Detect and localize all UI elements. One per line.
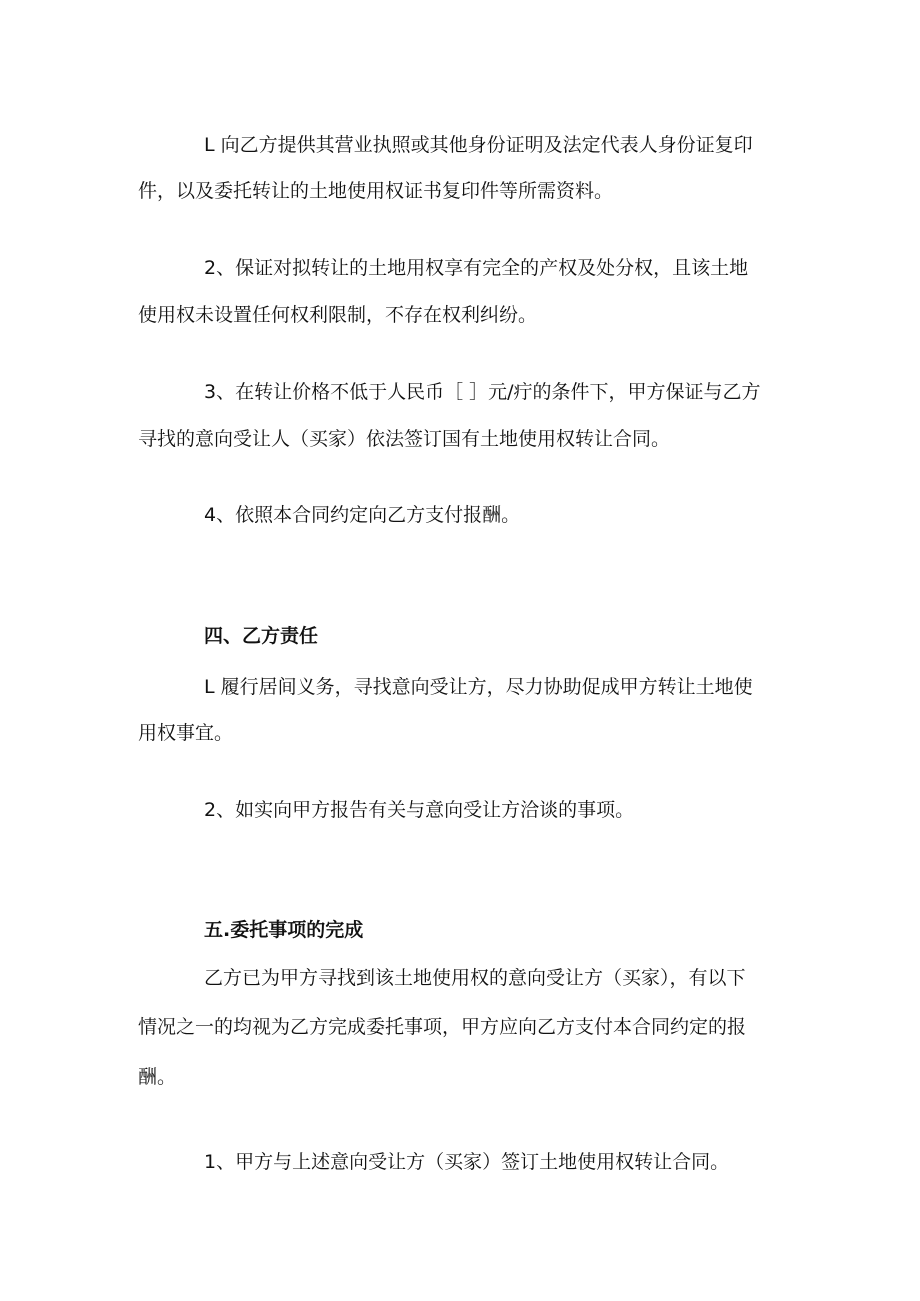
section3-item2-line2: 使用权未设置任何权利限制，不存在权利纠纷。: [138, 304, 538, 326]
section3-item4: 4、依照本合同约定向乙方支付报酬。: [204, 504, 521, 526]
section4-item1-line1: L 履行居间义务，寻找意向受让方，尽力协助促成甲方转让土地使: [204, 676, 753, 698]
section3-item1-line2: 件，以及委托转让的土地使用权证书复印件等所需资料。: [138, 180, 614, 202]
section3-item1-line1: L 向乙方提供其营业执照或其他身份证明及法定代表人身份证复印: [204, 134, 753, 156]
section5-intro-line2: 情况之一的均视为乙方完成委托事项，甲方应向乙方支付本合同约定的报: [138, 1016, 747, 1038]
section3-item2-line1: 2、保证对拟转让的土地用权享有完全的产权及处分权，且该土地: [204, 257, 749, 279]
section4-item2: 2、如实向甲方报告有关与意向受让方洽谈的事项。: [204, 799, 635, 821]
section5-intro-line3: 酬。: [138, 1066, 177, 1088]
section4-heading: 四、乙方责任: [204, 625, 319, 647]
section5-intro-line1: 乙方已为甲方寻找到该土地使用权的意向受让方（买家），有以下: [204, 967, 746, 989]
section3-item3-line1: 3、在转让价格不低于人民币［ ］元/疔的条件下，甲方保证与乙方: [204, 381, 761, 403]
section5-heading: 五.委托事项的完成: [204, 919, 364, 941]
section3-item3-line2: 寻找的意向受让人（买家）依法签订国有土地使用权转让合同。: [138, 428, 671, 450]
section5-item1: 1、甲方与上述意向受让方（买家）签订土地使用权转让合同。: [204, 1151, 730, 1173]
section4-item1-line2: 用权事宜。: [138, 722, 234, 744]
